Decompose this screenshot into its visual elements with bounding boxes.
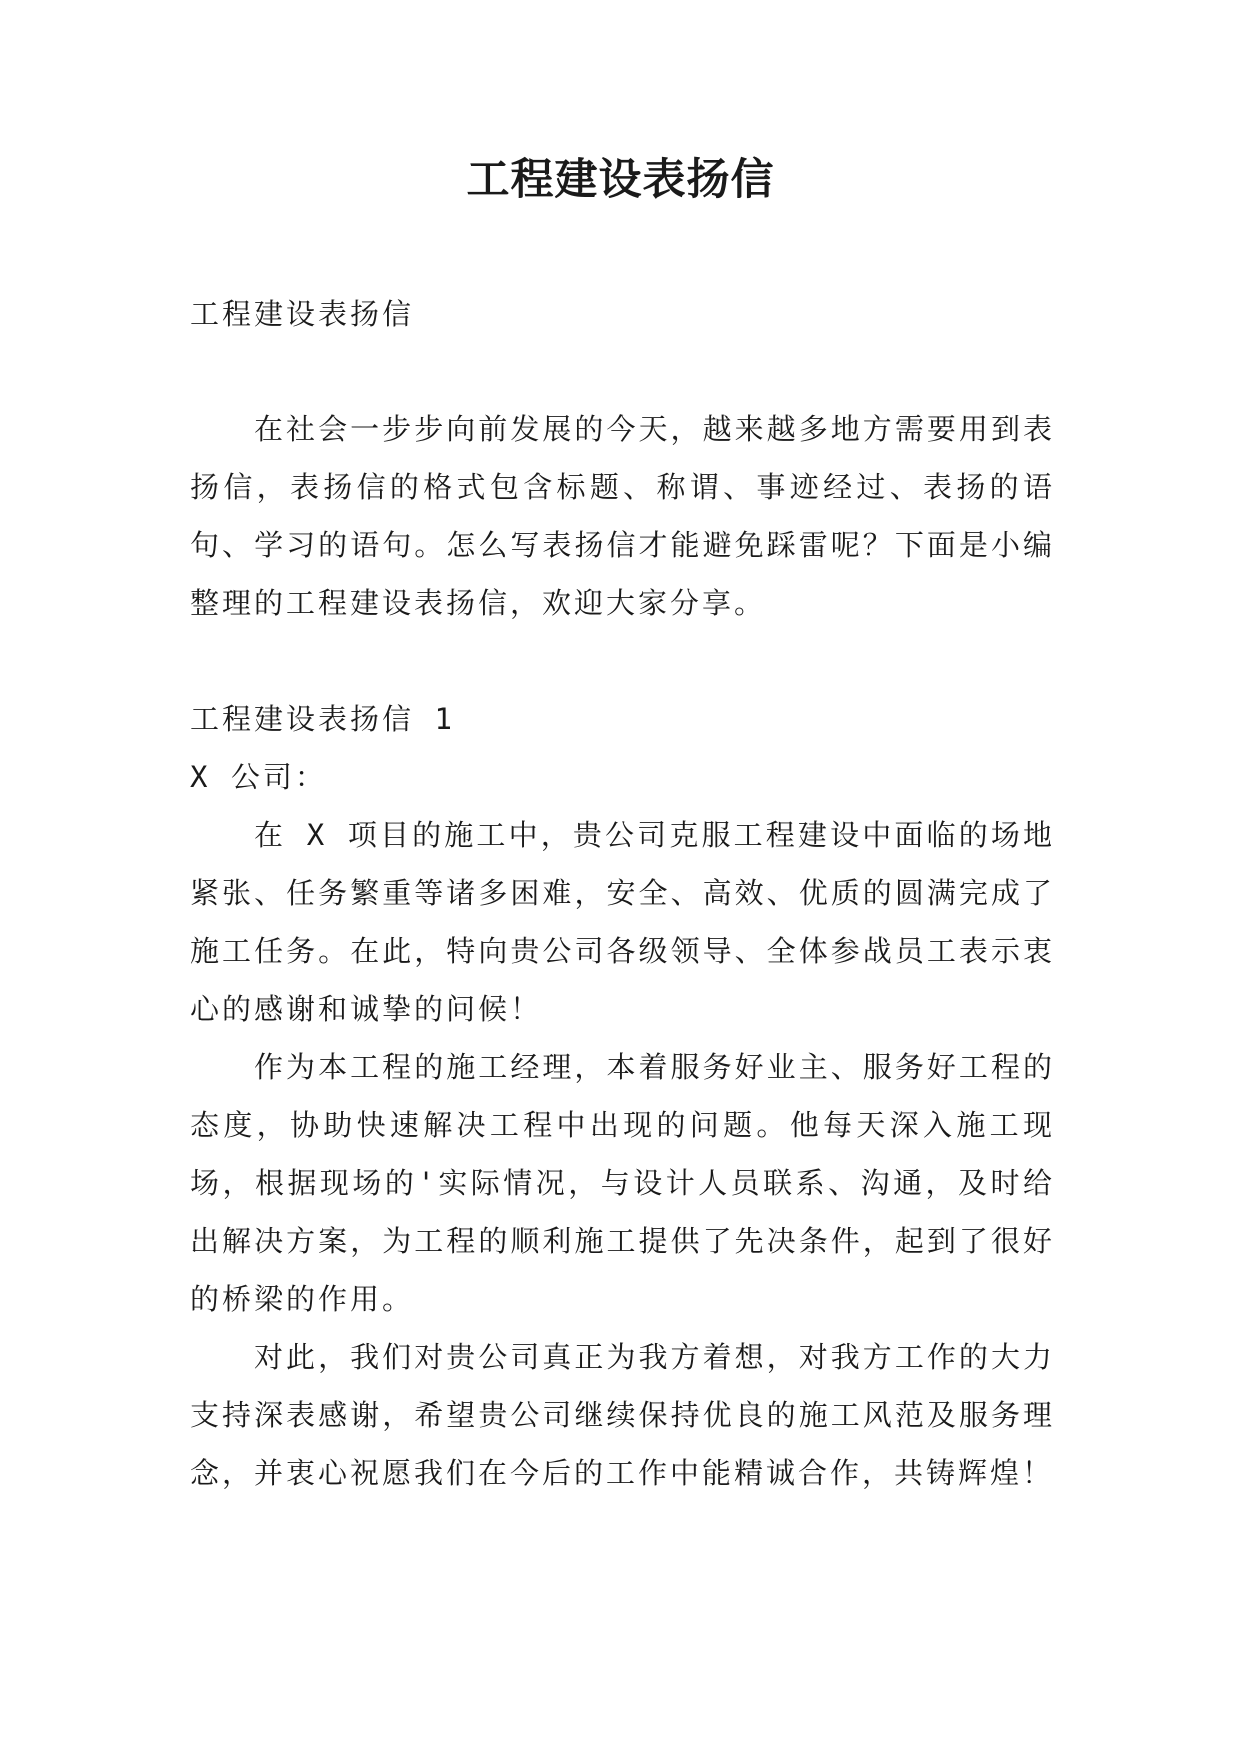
- letter-paragraph-2: 作为本工程的施工经理，本着服务好业主、服务好工程的态度，协助快速解决工程中出现的问题。他每天深入施工现场，根据现场的'实际情况，与设计人员联系、沟通，及时给出解决方案，为工程的顺利施工提供了先决条件，起到了很好的桥梁的作用。: [190, 1050, 1055, 1316]
- letter-salutation: X 公司：: [190, 760, 327, 794]
- letter-paragraph-3: 对此，我们对贵公司真正为我方着想，对我方工作的大力支持深表感谢，希望贵公司继续保持优良的施工风范及服务理念，并衷心祝愿我们在今后的工作中能精诚合作，共铸辉煌！: [190, 1340, 1055, 1490]
- letter-paragraph-1: 在 X 项目的施工中，贵公司克服工程建设中面临的场地紧张、任务繁重等诸多困难，安全、高效、优质的圆满完成了施工任务。在此，特向贵公司各级领导、全体参战员工表示衷心的感谢和诚挚的问候！: [190, 818, 1055, 1026]
- document-subtitle: 工程建设表扬信: [190, 297, 415, 331]
- letter-body: [190, 806, 1055, 1502]
- intro-paragraph: 在社会一步步向前发展的今天，越来越多地方需要用到表扬信，表扬信的格式包含标题、称谓、事迹经过、表扬的语句、学习的语句。怎么写表扬信才能避免踩雷呢？下面是小编整理的工程建设表扬信，欢迎大家分享。: [190, 412, 1055, 620]
- document-title: 工程建设表扬信: [466, 155, 775, 205]
- letter-heading: 工程建设表扬信 1: [190, 702, 455, 736]
